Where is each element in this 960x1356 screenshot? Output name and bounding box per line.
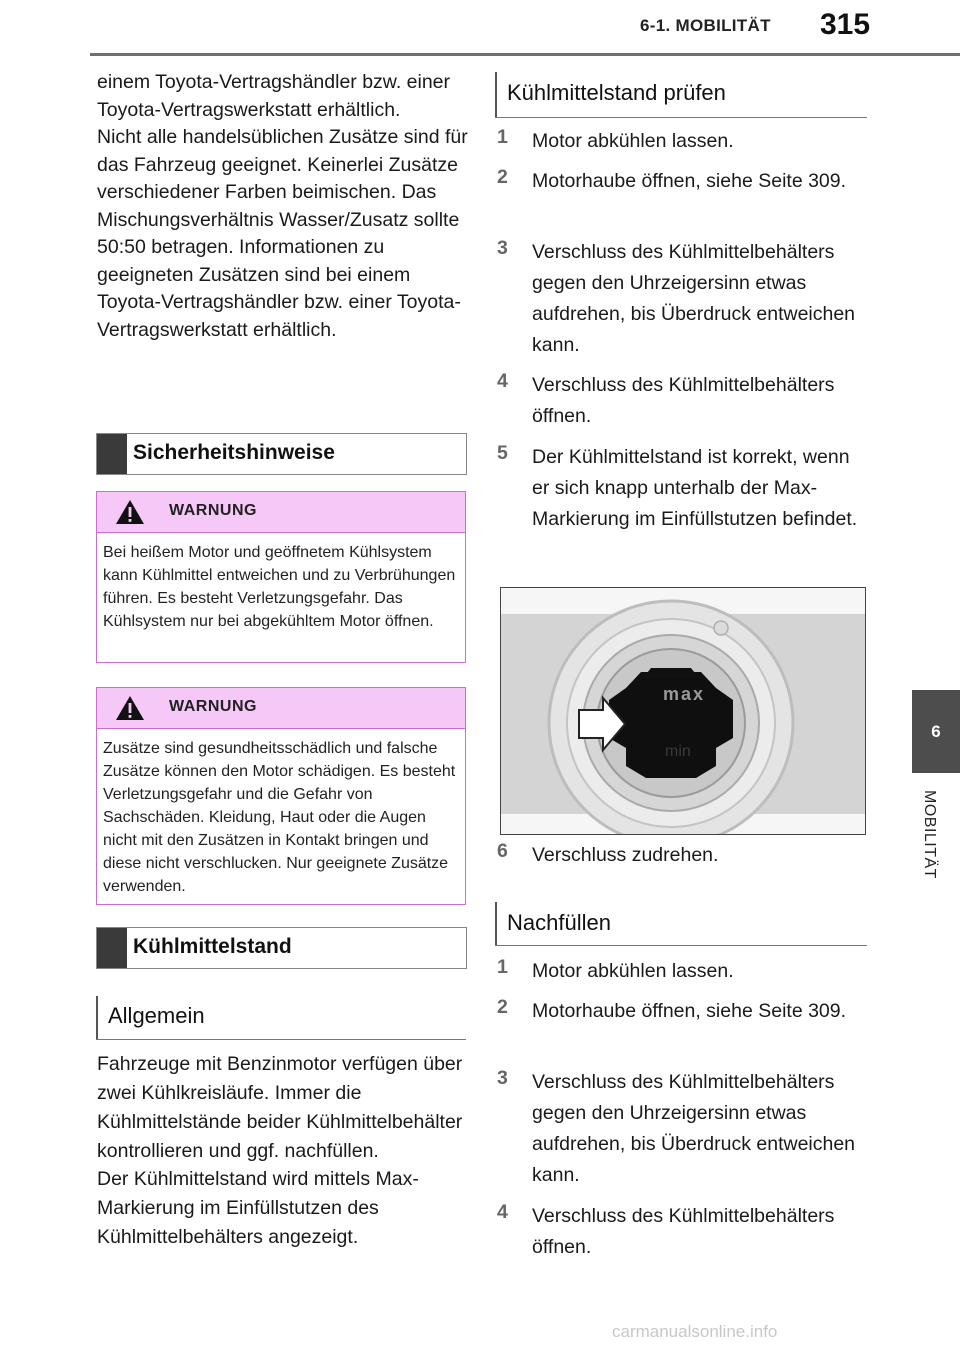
subheading-bar xyxy=(495,902,497,946)
section-title: 6-1. MOBILITÄT xyxy=(640,16,771,35)
step-number: 4 xyxy=(497,1201,508,1223)
step-number: 6 xyxy=(497,840,508,862)
step-number: 5 xyxy=(497,442,508,464)
heading-bar xyxy=(97,928,127,968)
step-text: Verschluss des Kühlmittelbehälters öffnen. xyxy=(532,374,835,427)
chapter-label: MOBILITÄT xyxy=(921,790,938,879)
subheading-rule xyxy=(495,945,867,946)
step-text: Verschluss zudrehen. xyxy=(532,844,719,866)
max-marking: max xyxy=(663,684,706,704)
step-number: 4 xyxy=(497,370,508,392)
subheading-rule xyxy=(495,117,867,118)
heading-refill xyxy=(495,902,867,946)
heading-refill-text: Nachfüllen xyxy=(507,910,611,935)
step-text: Motor abkühlen lassen. xyxy=(532,130,734,152)
heading-check xyxy=(495,72,867,118)
page-number: 315 xyxy=(820,8,871,41)
heading-safety xyxy=(96,433,467,475)
warning-title: WARNUNG xyxy=(169,698,257,715)
warning-triangle-icon xyxy=(115,499,145,525)
warning-title: WARNUNG xyxy=(169,502,257,519)
heading-coolant xyxy=(96,927,467,969)
step-text: Motorhaube öffnen, siehe Seite 309. xyxy=(532,1000,847,1022)
warning-triangle-icon xyxy=(115,695,145,721)
step-text: Motorhaube öffnen, siehe Seite 309. xyxy=(532,170,847,192)
subheading-general-text: Allgemein xyxy=(108,1003,205,1028)
step-number: 1 xyxy=(497,956,508,978)
step-number: 3 xyxy=(497,237,508,259)
step-text: Verschluss des Kühlmittelbehälters gegen den Uhrzeigersinn etwas aufdrehen, bis Überdruck entweichen kann. xyxy=(532,1071,856,1186)
subheading-general xyxy=(96,996,466,1040)
step-number: 1 xyxy=(497,126,508,148)
warning-header xyxy=(97,688,465,729)
subheading-bar xyxy=(495,72,497,118)
heading-coolant-text: Kühlmittelstand xyxy=(133,935,292,958)
warning-text: Bei heißem Motor und geöffnetem Kühlsystem kann Kühlmittel entweichen und zu Verbrühungen führen. Es besteht Verletzungsgefahr. Das Kühlsystem nur bei abgekühltem Motor öffnen. xyxy=(103,544,456,630)
filler-neck-photo xyxy=(500,587,866,835)
heading-check-text: Kühlmittelstand prüfen xyxy=(507,80,726,105)
step-number: 2 xyxy=(497,166,508,188)
chapter-tab: 6 xyxy=(912,690,960,773)
step-number: 3 xyxy=(497,1067,508,1089)
intro-paragraph: einem Toyota-Vertragshändler bzw. einer Toyota-Vertragswerkstatt erhältlich. Nicht alle handelsüblichen Zusätze sind für das Fahrzeug geeignet. Keinerlei Zusätze verschiedener Farben beimischen. Das Mischungsverhältnis Wasser/Zusatz sollte 50:50 betragen. Informationen zu geeigneten Zusätzen sind bei einem Toyota-Vertragshändler bzw. einer Toyota-Vertragswerkstatt erhältlich. xyxy=(97,71,468,341)
step-number: 2 xyxy=(497,996,508,1018)
subheading-bar xyxy=(96,996,98,1040)
warning-header xyxy=(97,492,465,533)
min-marking: min xyxy=(665,743,691,760)
subheading-rule xyxy=(96,1039,466,1040)
warning-text: Zusätze sind gesundheitsschädlich und falsche Zusätze können den Motor schädigen. Es besteht Verletzungsgefahr und die Gefahr von Sachschäden. Kleidung, Haut oder die Augen nicht mit den Zusätzen in Kontakt bringen und diese nicht verschlucken. Nur geeignete Zusätze verwenden. xyxy=(103,740,456,895)
header-rule xyxy=(90,53,960,56)
general-paragraph-1: Fahrzeuge mit Benzinmotor verfügen über zwei Kühlkreisläufe. Immer die Kühlmittelstände beider Kühlmittelbehälter kontrollieren und ggf. nachfüllen. xyxy=(97,1053,463,1162)
filler-neck-illustration xyxy=(501,588,865,834)
heading-bar xyxy=(97,434,127,474)
warning-box-2 xyxy=(96,687,466,905)
step-text: Motor abkühlen lassen. xyxy=(532,960,734,982)
watermark: carmanualsonline.info xyxy=(612,1322,778,1341)
step-text: Verschluss des Kühlmittelbehälters gegen den Uhrzeigersinn etwas aufdrehen, bis Überdruck entweichen kann. xyxy=(532,241,856,356)
step-text: Der Kühlmittelstand ist korrekt, wenn er sich knapp unterhalb der Max-Markierung im Einfüllstutzen befindet. xyxy=(532,446,858,530)
general-paragraph-2: Der Kühlmittelstand wird mittels Max-Markierung im Einfüllstutzen des Kühlmittelbehälters angezeigt. xyxy=(97,1168,419,1248)
heading-safety-text: Sicherheitshinweise xyxy=(133,441,335,464)
step-text: Verschluss des Kühlmittelbehälters öffnen. xyxy=(532,1205,835,1258)
warning-box-1 xyxy=(96,491,466,663)
